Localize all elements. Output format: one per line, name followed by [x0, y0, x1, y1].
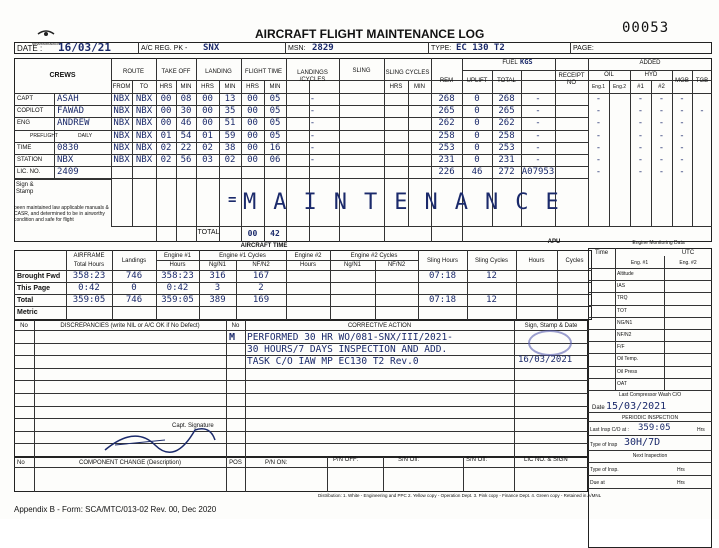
- landing-min-header: MIN: [224, 84, 236, 90]
- flight-cell-ld_h[interactable]: 02: [202, 142, 213, 153]
- disc-header: DISCREPANCIES (write NIL or A/C OK if No Defect): [60, 323, 200, 329]
- serial-number: 00053: [622, 20, 670, 36]
- flight-cell-e1[interactable]: -: [595, 130, 602, 141]
- arrow-mark: =: [228, 192, 237, 208]
- flight-cell-to_h[interactable]: 00: [160, 118, 172, 129]
- flight-cell-e1[interactable]: -: [595, 167, 602, 178]
- flight-cell-h1[interactable]: -: [637, 167, 644, 178]
- flight-cell-up[interactable]: 0: [474, 118, 480, 129]
- eng1-hours-header: Hours: [169, 262, 186, 268]
- flight-cell-ft_m[interactable]: 05: [269, 130, 281, 141]
- discrepancy-line: [14, 368, 588, 369]
- flight-cell-ft_h[interactable]: 00: [247, 155, 258, 165]
- emd-row-label: F/F: [617, 344, 625, 351]
- logo-text: smartwithaction: [32, 41, 60, 46]
- emd-row-line: [588, 378, 712, 379]
- aircraft-time-row-label: Total: [17, 297, 34, 304]
- hyd-2-header: #2: [658, 84, 665, 90]
- sling-hours-header: Sling Hours: [426, 258, 458, 264]
- flight-cell-tot[interactable]: 262: [498, 118, 515, 129]
- stamp-seal: [528, 330, 572, 356]
- sling-hrs-header: HRS: [389, 84, 403, 90]
- flight-cell-tgb[interactable]: -: [699, 106, 705, 117]
- aircraft-time-title: AIRCRAFT TIME: [240, 243, 288, 249]
- aircraft-time-cell-nf[interactable]: 2: [258, 283, 264, 293]
- flight-cell-ft_m[interactable]: 16: [269, 142, 281, 153]
- total-min: 42: [270, 229, 280, 238]
- flight-cell-rem[interactable]: 226: [438, 167, 455, 178]
- flight-cell-rcpt[interactable]: -: [535, 142, 541, 153]
- aircraft-time-cell-af[interactable]: 358:23: [72, 271, 106, 281]
- flight-cell-ft_h[interactable]: 00: [247, 118, 258, 129]
- oil-eng1-header: Eng.1: [591, 84, 606, 90]
- ft-hrs-header: HRS: [246, 84, 259, 90]
- flight-cell-ld_h[interactable]: 00: [202, 106, 213, 117]
- crew-value[interactable]: ANDREW: [57, 118, 90, 129]
- flight-cell-to[interactable]: NBX: [135, 155, 153, 165]
- reg-value[interactable]: SNX: [203, 43, 220, 53]
- emd-row-label: OAT: [617, 380, 627, 387]
- takeoff-min-header: MIN: [180, 84, 192, 90]
- flight-cell-up[interactable]: 0: [474, 106, 480, 117]
- crews-header: CREWS: [49, 72, 76, 79]
- emd-row-label: Oil Press: [617, 368, 638, 375]
- sling-cycles-header: SLING CYCLES: [385, 70, 430, 76]
- takeoff-hrs-header: HRS: [159, 84, 173, 90]
- flight-cell-to_m[interactable]: 46: [180, 118, 192, 129]
- emd-row-line: [588, 341, 712, 342]
- crew-value[interactable]: FAWAD: [57, 106, 85, 117]
- form-title: AIRCRAFT FLIGHT MAINTENANCE LOG: [255, 27, 485, 41]
- flight-cell-to_h[interactable]: 02: [160, 155, 172, 165]
- emd-row-line: [588, 268, 712, 269]
- flight-cell-from[interactable]: NBX: [113, 155, 130, 165]
- flight-cell-lc[interactable]: -: [309, 118, 316, 129]
- aircraft-time-cell-e1h[interactable]: 358:23: [161, 271, 194, 281]
- flight-cell-to_m[interactable]: 56: [180, 155, 192, 165]
- captain-signature: [95, 420, 235, 458]
- fuel-header: FUEL: [502, 60, 518, 66]
- route-header: ROUTE: [123, 69, 144, 75]
- sling-header: SLING: [352, 68, 371, 74]
- type-label: TYPE:: [431, 45, 452, 52]
- page-label: PAGE:: [573, 45, 594, 52]
- emd-row-label: TRQ: [617, 295, 628, 302]
- flight-cell-e1[interactable]: -: [595, 142, 602, 153]
- helicopter-logo-icon: [36, 28, 56, 38]
- crew-value[interactable]: ASAH: [57, 94, 79, 104]
- flight-cell-to[interactable]: NBX: [135, 106, 153, 117]
- flight-cell-ft_h[interactable]: 00: [247, 130, 258, 141]
- emd-eng1-header: Eng. #1: [630, 260, 649, 266]
- flight-cell-rem[interactable]: 258: [438, 130, 455, 141]
- eng1-ng-header: Ng/N1: [208, 262, 226, 268]
- panel-line: [588, 475, 712, 476]
- total-header: TOTAL: [497, 78, 516, 84]
- flight-cell-ft_h[interactable]: 00: [247, 142, 258, 153]
- landings-header: LANDINGS /CYCLES: [297, 70, 328, 83]
- airworthy-statement: been maintained law applicable manuals & CASR, and determined to be in airworthy condition and safe for flight: [14, 205, 109, 223]
- crew-label: TIME: [17, 144, 32, 151]
- flight-cell-h1[interactable]: -: [637, 142, 644, 153]
- from-header: FROM: [112, 84, 131, 90]
- crew-value[interactable]: 2409: [57, 167, 79, 178]
- panel-line: [588, 450, 712, 451]
- flight-cell-ft_m[interactable]: 05: [269, 118, 281, 129]
- eng1-nf-header: NF/N2: [252, 262, 270, 268]
- flight-cell-rem[interactable]: 231: [438, 155, 455, 165]
- lic-sign-header: LIC NO. & SIGN: [524, 457, 568, 463]
- rem-header: REM: [439, 78, 454, 84]
- emd-row-line: [588, 317, 712, 318]
- eng2-cycles-header: Engine #2 Cycles: [350, 253, 398, 259]
- flight-cell-h1[interactable]: -: [637, 106, 644, 117]
- panel-line: [588, 462, 712, 463]
- discrepancy-line: [14, 380, 588, 381]
- flight-cell-to_h[interactable]: 00: [160, 94, 172, 104]
- flight-cell-ld_m[interactable]: 38: [224, 142, 236, 153]
- crew-value[interactable]: 0830: [57, 142, 79, 153]
- flight-cell-to_m[interactable]: 08: [180, 94, 192, 104]
- due-at-label: Due at: [590, 480, 605, 486]
- aircraft-time-cell-e1h[interactable]: 0:42: [166, 283, 189, 293]
- action-header: CORRECTIVE ACTION: [347, 323, 412, 329]
- flight-cell-ld_m[interactable]: 59: [224, 130, 236, 141]
- component-pos-header: POS: [229, 460, 242, 466]
- last-insp-label: Last Insp C/O at :: [590, 427, 629, 433]
- flight-cell-h2[interactable]: -: [658, 130, 665, 141]
- emd-utc-header: UTC: [681, 250, 695, 256]
- flight-cell-ld_m[interactable]: 02: [224, 155, 236, 165]
- aircraft-time-cell-ng[interactable]: 3: [214, 283, 221, 293]
- sn-off-2-header: S/N Off:: [466, 457, 488, 463]
- flight-cell-from[interactable]: NBX: [113, 106, 130, 117]
- flight-cell-to[interactable]: NBX: [135, 142, 153, 153]
- flight-cell-e1[interactable]: -: [595, 155, 602, 165]
- next-inspection-title: Next Inspection: [632, 453, 668, 459]
- eng2-hours-header: Hours: [299, 262, 316, 268]
- flight-cell-from[interactable]: NBX: [113, 142, 130, 153]
- aircraft-time-cell-sc[interactable]: 12: [486, 271, 497, 281]
- flight-cell-h1[interactable]: -: [637, 94, 644, 104]
- aircraft-time-cell-ld[interactable]: 0: [131, 283, 137, 293]
- msn-value[interactable]: 2829: [312, 43, 334, 53]
- emd-row-line: [588, 366, 712, 367]
- aircraft-time-cell-nf[interactable]: 169: [252, 295, 270, 305]
- daily-label: DAILY: [78, 132, 93, 139]
- sign-date-header: Sign, Stamp & Date: [524, 323, 578, 329]
- landings-header-at: Landings: [121, 258, 147, 264]
- flight-cell-e1[interactable]: -: [595, 106, 602, 117]
- panel-line: [588, 412, 712, 413]
- due-at-hrs: Hrs: [677, 480, 685, 486]
- flight-cell-h1[interactable]: -: [637, 118, 644, 129]
- flight-cell-rem[interactable]: 268: [438, 94, 455, 104]
- panel-line: [588, 390, 712, 391]
- flight-cell-to_h[interactable]: 02: [160, 142, 172, 153]
- sn-off-header: S/N Off:: [398, 457, 420, 463]
- distribution-note: Distribution: 1. White - Engineering and PPC 2. Yellow copy - Operation Dept. 3. Pink copy - Finance Dept. 4. Green copy - Retained in A/MNL: [318, 493, 602, 498]
- emd-row-line: [588, 280, 712, 281]
- last-insp-hrs: Hrs: [697, 427, 705, 433]
- disc-no-header: No: [20, 323, 28, 329]
- flight-cell-mgb[interactable]: -: [679, 118, 685, 129]
- flight-cell-mgb[interactable]: -: [679, 106, 685, 117]
- compressor-date-label: Date: [592, 405, 605, 411]
- flight-cell-to_h[interactable]: 00: [160, 106, 172, 117]
- compressor-date-value[interactable]: 15/03/2021: [606, 401, 667, 412]
- crew-label: ENG: [17, 120, 31, 127]
- aircraft-time-cell-ng[interactable]: 316: [209, 271, 226, 281]
- flight-cell-from[interactable]: NBX: [113, 94, 130, 104]
- discrepancy-line: [14, 393, 588, 394]
- compressor-wash-title: Last Compressor Wash C/O: [618, 392, 682, 398]
- flight-cell-to_h[interactable]: 01: [160, 130, 172, 141]
- panel-line: [588, 488, 712, 489]
- flight-cell-to[interactable]: NBX: [135, 118, 153, 129]
- flight-cell-h2[interactable]: -: [658, 94, 665, 104]
- flight-cell-mgb[interactable]: -: [679, 94, 685, 104]
- action-line-1[interactable]: PERFORMED 30 HR WO/081-SNX/III/2021-: [247, 332, 453, 343]
- eng1-cycles-header: Engine #1 Cycles: [219, 253, 266, 259]
- action-line-2[interactable]: 30 HOURS/7 DAYS INSPECTION AND ADD.: [247, 344, 448, 355]
- emd-row-line: [588, 353, 712, 354]
- emd-row-label: Oil Temp.: [617, 356, 639, 363]
- flight-cell-rcpt[interactable]: -: [535, 155, 541, 165]
- emd-time-header: Time: [594, 250, 609, 256]
- receipt-header: RECEIPT NO: [558, 73, 585, 86]
- aircraft-time-row-label: Metric: [17, 309, 38, 316]
- last-insp-value[interactable]: 359:05: [638, 423, 671, 433]
- emd-row-label: NG/N1: [617, 319, 633, 326]
- aircraft-time-row-label: Brought Fwd: [17, 273, 61, 280]
- crew-label: COPILOT: [17, 108, 44, 115]
- apu-cycles-header: Cycles: [565, 258, 584, 264]
- flight-cell-ld_h[interactable]: 00: [202, 118, 213, 129]
- aircraft-time-cell-ld[interactable]: 746: [125, 271, 143, 281]
- flight-cell-to_m[interactable]: 54: [180, 130, 192, 141]
- header-row: [14, 42, 712, 54]
- flight-cell-mgb[interactable]: -: [679, 155, 685, 165]
- airframe-header: AIRFRAME: [73, 253, 105, 259]
- total-hours-header: Total Hours: [73, 262, 105, 268]
- form-number: Appendix B - Form: SCA/MTC/013-02 Rev. 00, Dec 2020: [14, 505, 217, 514]
- date-label: DATE :: [17, 44, 43, 53]
- next-type-hrs: Hrs: [677, 467, 685, 473]
- flight-cell-ld_h[interactable]: 01: [202, 130, 213, 141]
- flight-cell-to_m[interactable]: 30: [180, 106, 192, 117]
- fuel-unit: KGS: [520, 58, 533, 66]
- flight-cell-rcpt[interactable]: -: [535, 118, 541, 129]
- action-no-header: No: [231, 323, 240, 329]
- ft-min-header: MIN: [269, 84, 281, 90]
- apu-hours-header: Hours: [528, 258, 545, 264]
- flight-cell-tot[interactable]: 272: [498, 167, 515, 178]
- flight-cell-lc[interactable]: -: [309, 130, 316, 141]
- flight-cell-lc[interactable]: -: [309, 155, 316, 165]
- flight-cell-ft_m[interactable]: 05: [269, 106, 281, 117]
- emd-row-line: [588, 292, 712, 293]
- eng2-nf-header: NF/N2: [387, 262, 406, 268]
- flight-cell-mgb[interactable]: -: [679, 142, 685, 153]
- flight-cell-ld_m[interactable]: 13: [224, 94, 236, 104]
- flight-cell-rcpt[interactable]: -: [535, 94, 541, 104]
- flight-cell-up[interactable]: 46: [471, 167, 483, 178]
- total-label: TOTAL: [197, 229, 220, 236]
- flight-cell-rem[interactable]: 262: [438, 118, 455, 129]
- sign-stamp-label: Sign & Stamp: [16, 182, 34, 195]
- takeoff-header: TAKE OFF: [161, 69, 191, 75]
- aircraft-time-cell-sh[interactable]: 07:18: [428, 271, 457, 281]
- flight-cell-to_m[interactable]: 22: [180, 142, 192, 153]
- flight-cell-up[interactable]: 0: [474, 142, 480, 153]
- preflight-label: PREFLIGHT: [30, 132, 59, 139]
- discrepancy-line: [14, 330, 588, 331]
- flight-cell-from[interactable]: NBX: [113, 130, 130, 141]
- flight-cell-rcpt[interactable]: A07953: [521, 167, 555, 178]
- landing-hrs-header: HRS: [201, 84, 214, 90]
- flight-cell-up[interactable]: 0: [474, 94, 480, 104]
- flight-cell-tot[interactable]: 265: [498, 106, 515, 117]
- aircraft-time-row-label: This Page: [17, 285, 51, 292]
- flight-cell-to[interactable]: NBX: [135, 94, 153, 104]
- flight-cell-ld_h[interactable]: 03: [202, 155, 213, 165]
- flight-cell-mgb[interactable]: -: [679, 167, 685, 178]
- flight-cell-e1[interactable]: -: [595, 118, 602, 129]
- flight-cell-tot[interactable]: 258: [498, 130, 515, 141]
- flight-cell-h2[interactable]: -: [658, 167, 665, 178]
- flight-cell-from[interactable]: NBX: [113, 118, 130, 129]
- flight-cell-e1[interactable]: -: [595, 94, 602, 104]
- mgb-header: MGB: [675, 78, 689, 84]
- pn-on-header: P/N ON:: [265, 460, 288, 466]
- sling-min-header: MIN: [414, 84, 425, 90]
- component-no-header: No: [17, 460, 25, 466]
- aircraft-time-cell-e1h[interactable]: 359:05: [161, 295, 194, 305]
- action-line-no: M: [229, 332, 236, 343]
- emd-eng2-header: Eng. #2: [679, 260, 697, 266]
- added-header: ADDED: [639, 60, 661, 66]
- crew-label: LIC. NO.: [17, 169, 41, 176]
- periodic-inspection-title: PERIODIC INSPECTION: [621, 415, 679, 421]
- hyd-1-header: #1: [637, 84, 644, 90]
- emd-row-line: [588, 329, 712, 330]
- flight-cell-mgb[interactable]: -: [679, 130, 685, 141]
- aircraft-time-cell-af[interactable]: 0:42: [78, 283, 100, 293]
- landing-header: LANDING: [205, 69, 232, 75]
- flight-cell-ft_m[interactable]: 06: [269, 155, 281, 165]
- eng2-header: Engine #2: [294, 253, 322, 259]
- aircraft-time-cell-ld[interactable]: 746: [125, 295, 143, 305]
- emd-title: Engine Monitoring Data: [632, 240, 685, 246]
- apu-title: APU: [547, 239, 561, 245]
- flight-cell-ld_m[interactable]: 51: [224, 118, 236, 129]
- flight-cell-h2[interactable]: -: [658, 118, 665, 129]
- msn-label: MSN:: [288, 45, 306, 52]
- flight-cell-h1[interactable]: -: [637, 155, 644, 165]
- emd-row-label: NF/N2: [617, 332, 632, 338]
- flight-cell-lc[interactable]: -: [309, 142, 316, 153]
- insp-type-label: Type of Insp: [590, 442, 618, 448]
- oil-header: OIL: [604, 72, 614, 78]
- type-value[interactable]: EC 130 T2: [456, 43, 505, 53]
- insp-type-value[interactable]: 30H/7D: [624, 437, 661, 448]
- uplift-header: UPLIFT: [466, 78, 488, 84]
- total-hrs: 00: [247, 229, 258, 238]
- flight-cell-h2[interactable]: -: [658, 155, 665, 165]
- flight-cell-ft_m[interactable]: 05: [269, 94, 281, 104]
- flight-time-header: FLIGHT TIME: [244, 69, 283, 75]
- discrepancy-line: [14, 406, 588, 407]
- aircraft-time-cell-ng[interactable]: 389: [209, 295, 226, 305]
- sling-cycles-at-header: Sling Cycles: [474, 258, 508, 264]
- flight-cell-ld_h[interactable]: 00: [202, 94, 213, 104]
- pn-off-header: P/N OFF:: [333, 457, 359, 463]
- flight-cell-h2[interactable]: -: [658, 106, 665, 117]
- reg-label: A/C REG. PK -: [141, 45, 188, 52]
- next-type-label: Type of Insp.: [590, 467, 619, 473]
- aircraft-time-cell-af[interactable]: 359:05: [72, 295, 106, 305]
- component-desc-header: COMPONENT CHANGE (Description): [79, 460, 181, 466]
- aircraft-time-cell-sh[interactable]: 07:18: [428, 295, 457, 305]
- action-line-3[interactable]: TASK C/O IAW MP EC130 T2 Rev.0: [247, 356, 419, 367]
- emd-row-line: [588, 305, 712, 306]
- flight-cell-tot[interactable]: 268: [498, 94, 515, 104]
- panel-line: [588, 435, 712, 436]
- to-header: TO: [139, 84, 149, 90]
- emd-row-label: TOT: [617, 307, 627, 314]
- flight-cell-lc[interactable]: -: [309, 94, 316, 104]
- aircraft-time-cell-sc[interactable]: 12: [486, 295, 497, 305]
- aircraft-time-cell-nf[interactable]: 167: [252, 271, 270, 281]
- oil-eng2-header: Eng.2: [612, 84, 627, 90]
- flight-cell-rem[interactable]: 265: [438, 106, 455, 117]
- hyd-header: HYD: [644, 72, 658, 78]
- eng1-header: Engine #1: [163, 253, 192, 259]
- sign-date-value[interactable]: 16/03/2021: [518, 355, 573, 365]
- maintenance-stamp-text: MAINTENANCE: [243, 190, 576, 215]
- eng2-ng-header: Ng/N1: [343, 262, 361, 268]
- crew-label: STATION: [17, 157, 43, 163]
- flight-cell-up[interactable]: 0: [474, 155, 480, 165]
- flight-cell-rcpt[interactable]: -: [535, 106, 541, 117]
- crew-label: CAPT: [17, 96, 34, 102]
- flight-cell-ft_h[interactable]: 00: [247, 94, 258, 104]
- captain-signature-label: Capt. Signature: [172, 423, 214, 429]
- flight-cell-rcpt[interactable]: -: [535, 130, 541, 141]
- flight-cell-up[interactable]: 0: [474, 130, 480, 141]
- flight-cell-tot[interactable]: 231: [498, 155, 515, 165]
- flight-cell-to[interactable]: NBX: [135, 130, 153, 141]
- emd-row-label: Altitude: [617, 271, 634, 277]
- flight-cell-rem[interactable]: 253: [438, 142, 455, 153]
- flight-cell-lc[interactable]: -: [309, 106, 316, 117]
- flight-cell-h2[interactable]: -: [658, 142, 665, 153]
- flight-cell-ld_m[interactable]: 35: [224, 106, 236, 117]
- crew-value[interactable]: NBX: [57, 155, 74, 165]
- flight-cell-h1[interactable]: -: [637, 130, 644, 141]
- tgb-header: TGB: [695, 78, 709, 84]
- flight-cell-tot[interactable]: 253: [498, 142, 515, 153]
- flight-cell-ft_h[interactable]: 00: [247, 106, 258, 117]
- emd-row-label: IAS: [617, 283, 626, 290]
- date-value[interactable]: 16/03/21: [58, 41, 111, 54]
